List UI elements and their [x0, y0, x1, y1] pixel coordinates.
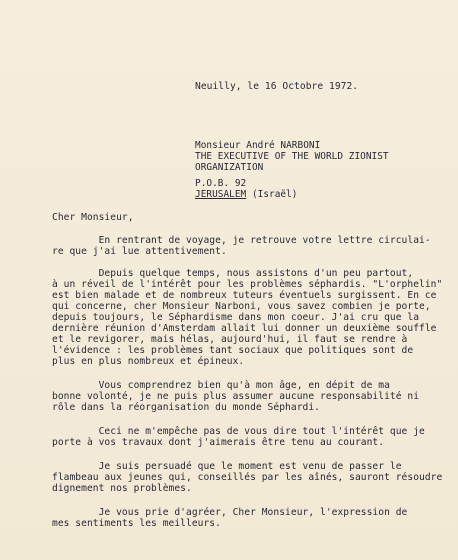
- paragraph-2-line-6: dernière réunion d'Amsterdam allait lui donner un deuxième souffle: [52, 323, 437, 334]
- paragraph-3-line-1: Vous comprendrez bien qu'à mon âge, en dépit de ma: [52, 380, 390, 391]
- paragraph-5-line-3: dignement nos problèmes.: [52, 483, 192, 494]
- paragraph-4-line-1: Ceci ne m'empêche pas de vous dire tout l'intérêt que je: [52, 426, 425, 437]
- recipient-pob: P.O.B. 92: [195, 178, 247, 189]
- paragraph-2-line-7: et le revigorer, mais hélas, aujourd'hui, il faut se rendre à: [52, 334, 408, 345]
- paragraph-2-line-9: plus en plus nombreux et épineux.: [52, 356, 245, 367]
- paragraph-2-line-2: à un réveil de l'intérêt pour les problèmes séphardis. "L'orphelin": [52, 279, 443, 290]
- paragraph-6-line-1: Je vous prie d'agréer, Cher Monsieur, l'expression de: [52, 507, 408, 518]
- recipient-city: JERUSALEM: [195, 189, 247, 200]
- recipient-name: Monsieur André NARBONI: [195, 140, 321, 151]
- paragraph-3-line-2: bonne volonté, je ne puis plus assumer aucune responsabilité ni: [52, 391, 420, 402]
- paragraph-2-line-8: l'évidence : les problèmes tant sociaux que politiques sont de: [52, 345, 414, 356]
- salutation: Cher Monsieur,: [52, 212, 134, 223]
- paragraph-1-line-2: re que j'ai lue attentivement.: [52, 246, 227, 257]
- recipient-org-line-2: ORGANIZATION: [195, 162, 264, 173]
- paragraph-1-line-1: En rentrant de voyage, je retrouve votre lettre circulai-: [52, 235, 431, 246]
- paragraph-5-line-2: flambeau aux jeunes qui, conseillés par les aînés, sauront résoudre: [52, 472, 443, 483]
- paragraph-3-line-3: rôle dans la réorganisation du monde Séphardi.: [52, 402, 320, 413]
- paragraph-2-line-4: qui concerne, cher Monsieur Narboni, vous savez combien je porte,: [52, 301, 431, 312]
- recipient-city-line: [195, 189, 298, 200]
- recipient-country: (Israël): [246, 189, 298, 200]
- paragraph-2-line-5: depuis toujours, le Séphardisme dans mon coeur. J'ai cru que la: [52, 312, 420, 323]
- recipient-org-line-1: THE EXECUTIVE OF THE WORLD ZIONIST: [195, 151, 389, 162]
- paragraph-5-line-1: Je suis persuadé que le moment est venu de passer le: [52, 461, 402, 472]
- paragraph-2-line-3: est bien malade et de nombreux tuteurs éventuels surgissent. En ce: [52, 290, 437, 301]
- paragraph-4-line-2: porte à vos travaux dont j'aimerais être tenu au courant.: [52, 437, 385, 448]
- letter-date: Neuilly, le 16 Octobre 1972.: [195, 81, 359, 92]
- paragraph-6-line-2: mes sentiments les meilleurs.: [52, 518, 221, 529]
- paragraph-2-line-1: Depuis quelque temps, nous assistons d'un peu partout,: [52, 268, 414, 279]
